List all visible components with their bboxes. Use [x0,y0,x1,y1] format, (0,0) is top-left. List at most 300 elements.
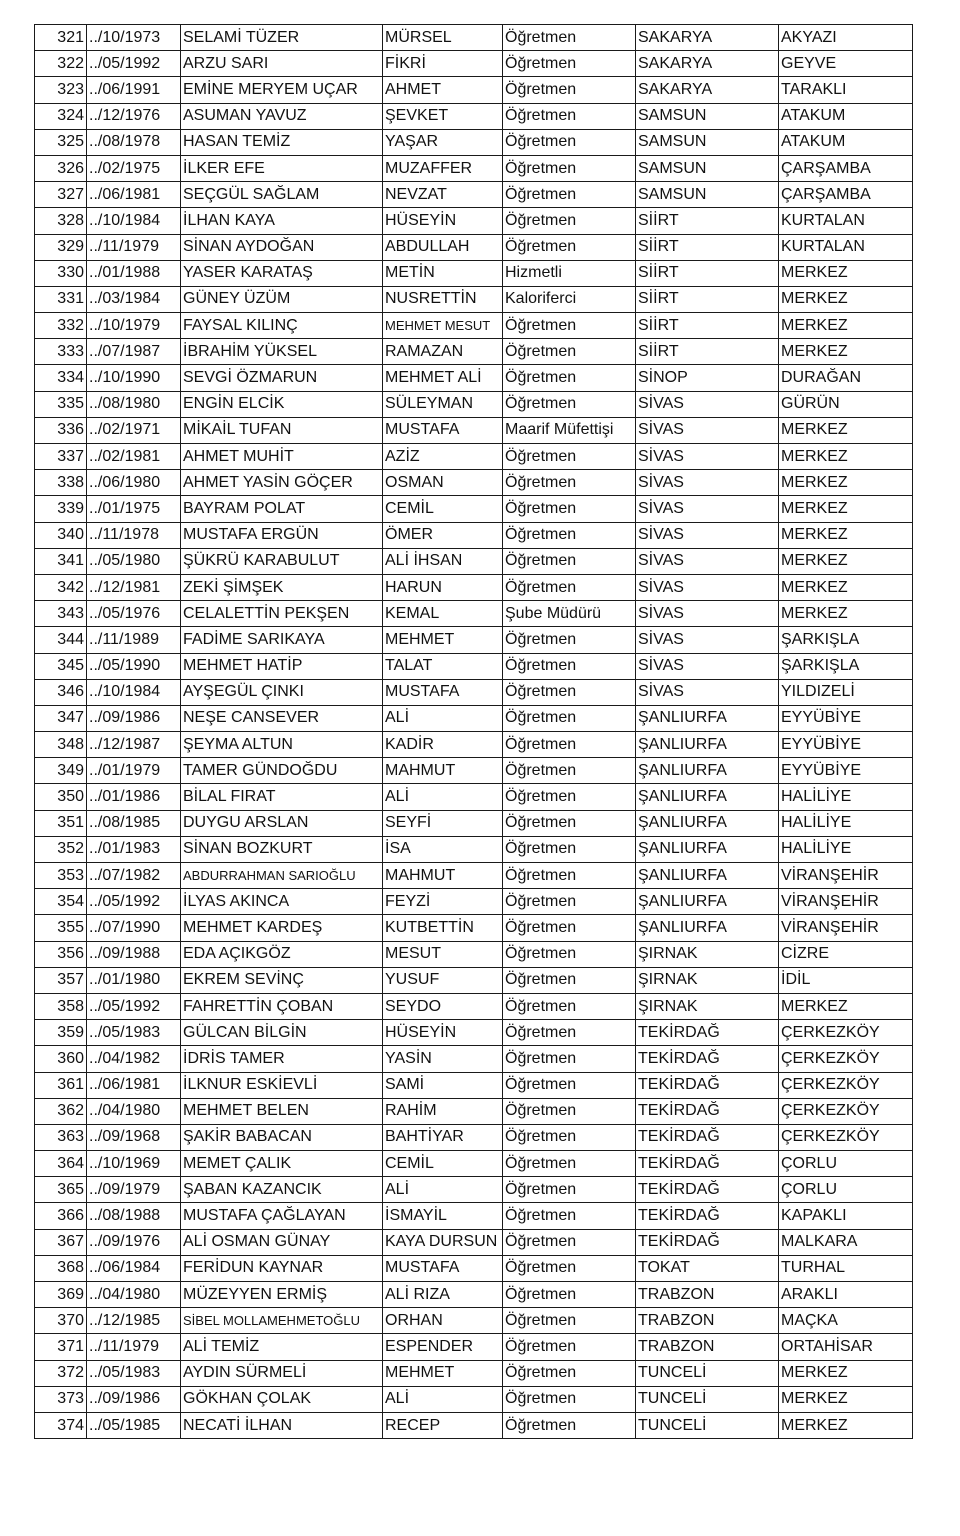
row-number-cell: 345 [35,653,87,679]
row-number-cell: 351 [35,810,87,836]
table-row [35,784,913,810]
title-cell: Öğretmen [503,339,636,365]
full-name-cell: YASER KARATAŞ [181,260,383,286]
row-number-cell: 325 [35,129,87,155]
row-number-cell: 341 [35,548,87,574]
father-name-cell: YASİN [383,1046,503,1072]
title-cell: Öğretmen [503,129,636,155]
title-cell: Öğretmen [503,863,636,889]
table-row [35,810,913,836]
province-cell: SİNOP [636,365,779,391]
father-name-cell: FEYZİ [383,889,503,915]
table-row [35,993,913,1019]
province-cell: ŞANLIURFA [636,784,779,810]
father-name-cell: RECEP [383,1412,503,1438]
table-row [35,1229,913,1255]
table-row [35,653,913,679]
birth-date-cell: ../05/1990 [87,653,181,679]
full-name-cell: MEHMET HATİP [181,653,383,679]
district-cell: EYYÜBİYE [779,732,913,758]
title-cell: Öğretmen [503,836,636,862]
title-cell: Öğretmen [503,784,636,810]
father-name-cell: İSA [383,836,503,862]
father-name-cell: ALİ [383,784,503,810]
birth-date-cell: ../12/1985 [87,1308,181,1334]
birth-date-cell: ../05/1980 [87,548,181,574]
birth-date-cell: ../02/1971 [87,417,181,443]
birth-date-cell: ../02/1981 [87,444,181,470]
father-name-cell: ALİ [383,1177,503,1203]
province-cell: ŞIRNAK [636,941,779,967]
province-cell: TEKİRDAĞ [636,1151,779,1177]
father-name-cell: ABDULLAH [383,234,503,260]
birth-date-cell: ../06/1981 [87,182,181,208]
district-cell: ÇORLU [779,1151,913,1177]
full-name-cell: BAYRAM POLAT [181,496,383,522]
table-row [35,470,913,496]
province-cell: TUNCELİ [636,1360,779,1386]
district-cell: MERKEZ [779,496,913,522]
district-cell: ÇERKEZKÖY [779,1020,913,1046]
title-cell: Öğretmen [503,182,636,208]
full-name-cell: İLKER EFE [181,155,383,181]
birth-date-cell: ../04/1982 [87,1046,181,1072]
table-row [35,444,913,470]
row-number-cell: 372 [35,1360,87,1386]
district-cell: EYYÜBİYE [779,758,913,784]
district-cell: TURHAL [779,1255,913,1281]
father-name-cell: YUSUF [383,967,503,993]
birth-date-cell: ../05/1992 [87,889,181,915]
row-number-cell: 368 [35,1255,87,1281]
birth-date-cell: ../08/1985 [87,810,181,836]
district-cell: MERKEZ [779,444,913,470]
row-number-cell: 364 [35,1151,87,1177]
province-cell: TEKİRDAĞ [636,1203,779,1229]
title-cell: Öğretmen [503,889,636,915]
birth-date-cell: ../03/1984 [87,286,181,312]
full-name-cell: ARZU SARI [181,51,383,77]
province-cell: TUNCELİ [636,1386,779,1412]
table-row [35,1412,913,1438]
birth-date-cell: ../09/1979 [87,1177,181,1203]
district-cell: TARAKLI [779,77,913,103]
birth-date-cell: ../05/1992 [87,51,181,77]
district-cell: MERKEZ [779,522,913,548]
title-cell: Öğretmen [503,1177,636,1203]
father-name-cell: KADİR [383,732,503,758]
row-number-cell: 339 [35,496,87,522]
full-name-cell: SEVGİ ÖZMARUN [181,365,383,391]
father-name-cell: AHMET [383,77,503,103]
district-cell: MALKARA [779,1229,913,1255]
row-number-cell: 360 [35,1046,87,1072]
birth-date-cell: ../10/1990 [87,365,181,391]
title-cell: Öğretmen [503,1386,636,1412]
province-cell: TUNCELİ [636,1412,779,1438]
title-cell: Öğretmen [503,1020,636,1046]
title-cell: Öğretmen [503,444,636,470]
title-cell: Öğretmen [503,993,636,1019]
district-cell: GÜRÜN [779,391,913,417]
father-name-cell: SEYDO [383,993,503,1019]
district-cell: ÇARŞAMBA [779,182,913,208]
father-name-cell: MÜRSEL [383,25,503,51]
province-cell: TEKİRDAĞ [636,1229,779,1255]
province-cell: TEKİRDAĞ [636,1177,779,1203]
full-name-cell: EMİNE MERYEM UÇAR [181,77,383,103]
province-cell: SİVAS [636,627,779,653]
table-row [35,496,913,522]
title-cell: Öğretmen [503,1229,636,1255]
title-cell: Öğretmen [503,208,636,234]
birth-date-cell: ../12/1976 [87,103,181,129]
province-cell: TRABZON [636,1334,779,1360]
birth-date-cell: ../01/1983 [87,836,181,862]
title-cell: Öğretmen [503,313,636,339]
district-cell: DURAĞAN [779,365,913,391]
table-row [35,601,913,627]
table-row [35,286,913,312]
title-cell: Öğretmen [503,967,636,993]
district-cell: HALİLİYE [779,810,913,836]
full-name-cell: TAMER GÜNDOĞDU [181,758,383,784]
full-name-cell: AYDIN SÜRMELİ [181,1360,383,1386]
province-cell: SAKARYA [636,51,779,77]
father-name-cell: AZİZ [383,444,503,470]
row-number-cell: 370 [35,1308,87,1334]
row-number-cell: 366 [35,1203,87,1229]
row-number-cell: 322 [35,51,87,77]
father-name-cell: MUSTAFA [383,417,503,443]
birth-date-cell: ../05/1985 [87,1412,181,1438]
father-name-cell: MUZAFFER [383,155,503,181]
row-number-cell: 361 [35,1072,87,1098]
table-row [35,758,913,784]
full-name-cell: ENGİN ELCİK [181,391,383,417]
full-name-cell: FERİDUN KAYNAR [181,1255,383,1281]
province-cell: SAMSUN [636,129,779,155]
table-row [35,51,913,77]
birth-date-cell: ../04/1980 [87,1282,181,1308]
province-cell: TEKİRDAĞ [636,1020,779,1046]
district-cell: YILDIZELİ [779,679,913,705]
row-number-cell: 326 [35,155,87,181]
personnel-table [34,24,913,1439]
district-cell: ÇERKEZKÖY [779,1046,913,1072]
province-cell: SİİRT [636,208,779,234]
table-row [35,941,913,967]
birth-date-cell: ../11/1978 [87,522,181,548]
table-row [35,1360,913,1386]
table-row [35,155,913,181]
table-row [35,548,913,574]
full-name-cell: AHMET MUHİT [181,444,383,470]
table-row [35,1020,913,1046]
full-name-cell: ŞEYMA ALTUN [181,732,383,758]
full-name-cell: SİNAN AYDOĞAN [181,234,383,260]
birth-date-cell: ../08/1980 [87,391,181,417]
full-name-cell: NECATİ İLHAN [181,1412,383,1438]
full-name-cell: SİBEL MOLLAMEHMETOĞLU [181,1308,383,1334]
title-cell: Öğretmen [503,496,636,522]
district-cell: MERKEZ [779,417,913,443]
father-name-cell: FİKRİ [383,51,503,77]
full-name-cell: GÜLCAN BİLGİN [181,1020,383,1046]
full-name-cell: SEÇGÜL SAĞLAM [181,182,383,208]
table-row [35,574,913,600]
table-row [35,182,913,208]
province-cell: SİVAS [636,653,779,679]
table-row [35,863,913,889]
row-number-cell: 338 [35,470,87,496]
table-row [35,25,913,51]
district-cell: ÇORLU [779,1177,913,1203]
row-number-cell: 362 [35,1098,87,1124]
father-name-cell: ALİ [383,1386,503,1412]
province-cell: TEKİRDAĞ [636,1124,779,1150]
birth-date-cell: ../02/1975 [87,155,181,181]
father-name-cell: MAHMUT [383,758,503,784]
birth-date-cell: ../11/1979 [87,234,181,260]
full-name-cell: FADİME SARIKAYA [181,627,383,653]
row-number-cell: 323 [35,77,87,103]
district-cell: MERKEZ [779,339,913,365]
father-name-cell: OSMAN [383,470,503,496]
table-row [35,234,913,260]
full-name-cell: NEŞE CANSEVER [181,705,383,731]
title-cell: Kaloriferci [503,286,636,312]
province-cell: SİİRT [636,234,779,260]
father-name-cell: SAMİ [383,1072,503,1098]
row-number-cell: 352 [35,836,87,862]
birth-date-cell: ../06/1991 [87,77,181,103]
father-name-cell: KUTBETTİN [383,915,503,941]
table-row [35,129,913,155]
title-cell: Öğretmen [503,77,636,103]
table-row [35,889,913,915]
province-cell: SİVAS [636,470,779,496]
birth-date-cell: ../07/1982 [87,863,181,889]
district-cell: İDİL [779,967,913,993]
row-number-cell: 332 [35,313,87,339]
father-name-cell: İSMAYİL [383,1203,503,1229]
row-number-cell: 336 [35,417,87,443]
table-row [35,627,913,653]
full-name-cell: ZEKİ ŞİMŞEK [181,574,383,600]
title-cell: Öğretmen [503,574,636,600]
table-row [35,103,913,129]
full-name-cell: İLHAN KAYA [181,208,383,234]
title-cell: Öğretmen [503,548,636,574]
table-row [35,522,913,548]
birth-date-cell: ../09/1976 [87,1229,181,1255]
table-row [35,208,913,234]
province-cell: SİİRT [636,313,779,339]
district-cell: KURTALAN [779,208,913,234]
row-number-cell: 342 [35,574,87,600]
birth-date-cell: ../01/1988 [87,260,181,286]
row-number-cell: 346 [35,679,87,705]
full-name-cell: ALİ OSMAN GÜNAY [181,1229,383,1255]
full-name-cell: ALİ TEMİZ [181,1334,383,1360]
row-number-cell: 373 [35,1386,87,1412]
birth-date-cell: ../09/1986 [87,1386,181,1412]
district-cell: EYYÜBİYE [779,705,913,731]
title-cell: Öğretmen [503,679,636,705]
father-name-cell: MEHMET [383,627,503,653]
province-cell: SİVAS [636,601,779,627]
birth-date-cell: ../01/1975 [87,496,181,522]
title-cell: Öğretmen [503,470,636,496]
birth-date-cell: ../07/1990 [87,915,181,941]
table-row [35,1386,913,1412]
district-cell: ÇERKEZKÖY [779,1098,913,1124]
birth-date-cell: ../10/1973 [87,25,181,51]
birth-date-cell: ../05/1983 [87,1020,181,1046]
title-cell: Öğretmen [503,1412,636,1438]
row-number-cell: 344 [35,627,87,653]
title-cell: Öğretmen [503,1124,636,1150]
table-row [35,77,913,103]
full-name-cell: MUSTAFA ERGÜN [181,522,383,548]
row-number-cell: 334 [35,365,87,391]
father-name-cell: KEMAL [383,601,503,627]
title-cell: Öğretmen [503,1255,636,1281]
district-cell: ORTAHİSAR [779,1334,913,1360]
title-cell: Öğretmen [503,758,636,784]
title-cell: Öğretmen [503,1282,636,1308]
table-row [35,1151,913,1177]
father-name-cell: CEMİL [383,1151,503,1177]
row-number-cell: 359 [35,1020,87,1046]
province-cell: ŞANLIURFA [636,758,779,784]
table-body [35,25,913,1439]
father-name-cell: YAŞAR [383,129,503,155]
province-cell: TEKİRDAĞ [636,1072,779,1098]
father-name-cell: NUSRETTİN [383,286,503,312]
table-row [35,1046,913,1072]
title-cell: Öğretmen [503,941,636,967]
birth-date-cell: ../09/1988 [87,941,181,967]
birth-date-cell: ../10/1984 [87,208,181,234]
row-number-cell: 353 [35,863,87,889]
full-name-cell: ŞÜKRÜ KARABULUT [181,548,383,574]
father-name-cell: KAYA DURSUN [383,1229,503,1255]
district-cell: MERKEZ [779,548,913,574]
row-number-cell: 337 [35,444,87,470]
full-name-cell: HASAN TEMİZ [181,129,383,155]
province-cell: SİVAS [636,391,779,417]
province-cell: SİVAS [636,679,779,705]
province-cell: SİVAS [636,417,779,443]
district-cell: MERKEZ [779,1412,913,1438]
row-number-cell: 369 [35,1282,87,1308]
province-cell: SAMSUN [636,103,779,129]
district-cell: CİZRE [779,941,913,967]
province-cell: TRABZON [636,1308,779,1334]
table-row [35,1334,913,1360]
birth-date-cell: ../01/1979 [87,758,181,784]
district-cell: HALİLİYE [779,784,913,810]
province-cell: ŞIRNAK [636,967,779,993]
full-name-cell: ASUMAN YAVUZ [181,103,383,129]
father-name-cell: NEVZAT [383,182,503,208]
district-cell: KAPAKLI [779,1203,913,1229]
row-number-cell: 333 [35,339,87,365]
province-cell: TEKİRDAĞ [636,1046,779,1072]
title-cell: Hizmetli [503,260,636,286]
district-cell: MAÇKA [779,1308,913,1334]
table-row [35,1072,913,1098]
birth-date-cell: ../07/1987 [87,339,181,365]
father-name-cell: MEHMET MESUT [383,313,503,339]
table-row [35,260,913,286]
province-cell: SİVAS [636,548,779,574]
province-cell: SAMSUN [636,155,779,181]
table-row [35,967,913,993]
father-name-cell: RAHİM [383,1098,503,1124]
title-cell: Öğretmen [503,1334,636,1360]
row-number-cell: 343 [35,601,87,627]
full-name-cell: EDA AÇIKGÖZ [181,941,383,967]
row-number-cell: 330 [35,260,87,286]
district-cell: ATAKUM [779,103,913,129]
full-name-cell: AHMET YASİN GÖÇER [181,470,383,496]
full-name-cell: ŞAKİR BABACAN [181,1124,383,1150]
father-name-cell: ALİ RIZA [383,1282,503,1308]
province-cell: ŞANLIURFA [636,863,779,889]
title-cell: Öğretmen [503,234,636,260]
table-row [35,732,913,758]
birth-date-cell: ../04/1980 [87,1098,181,1124]
table-row [35,1203,913,1229]
birth-date-cell: ../05/1976 [87,601,181,627]
father-name-cell: RAMAZAN [383,339,503,365]
province-cell: SİVAS [636,444,779,470]
district-cell: MERKEZ [779,260,913,286]
row-number-cell: 367 [35,1229,87,1255]
province-cell: TOKAT [636,1255,779,1281]
father-name-cell: SEYFİ [383,810,503,836]
full-name-cell: MEHMET KARDEŞ [181,915,383,941]
province-cell: ŞANLIURFA [636,705,779,731]
full-name-cell: MİKAİL TUFAN [181,417,383,443]
province-cell: TEKİRDAĞ [636,1098,779,1124]
province-cell: SİVAS [636,522,779,548]
father-name-cell: SÜLEYMAN [383,391,503,417]
full-name-cell: SİNAN BOZKURT [181,836,383,862]
table-row [35,313,913,339]
title-cell: Öğretmen [503,1046,636,1072]
province-cell: ŞANLIURFA [636,732,779,758]
title-cell: Öğretmen [503,1308,636,1334]
birth-date-cell: ../06/1980 [87,470,181,496]
district-cell: MERKEZ [779,574,913,600]
province-cell: SİİRT [636,260,779,286]
title-cell: Öğretmen [503,155,636,181]
province-cell: SAKARYA [636,77,779,103]
table-row [35,1308,913,1334]
title-cell: Şube Müdürü [503,601,636,627]
table-row [35,679,913,705]
row-number-cell: 328 [35,208,87,234]
full-name-cell: ŞABAN KAZANCIK [181,1177,383,1203]
row-number-cell: 356 [35,941,87,967]
father-name-cell: MUSTAFA [383,679,503,705]
full-name-cell: İLYAS AKINCA [181,889,383,915]
father-name-cell: MESUT [383,941,503,967]
